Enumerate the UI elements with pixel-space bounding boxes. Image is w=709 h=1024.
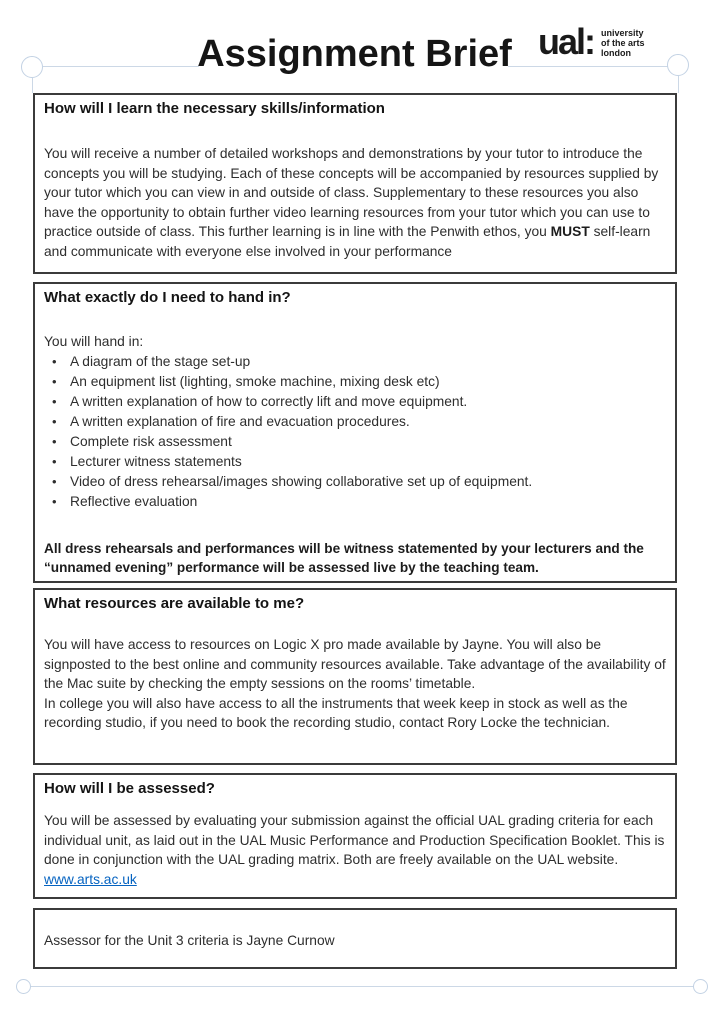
resources-paragraph-2: In college you will also have access to all the instruments that week keep in stock as well as the recording studio, if you need to book the recording studio, contact Rory Locke the technician. <box>44 695 628 730</box>
ual-logo-tagline-line2: of the arts <box>601 38 645 48</box>
learn-paragraph-pre: You will receive a number of detailed workshops and demonstrations by your tutor to introduce the concepts you will be studying. Each of these concepts will be accompanied by resources supplied by your tutor which you can view in and outside of class. Supplementary to these resources you also have the opportunity to obtain further video learning resources from your tutor which you can use to practice outside of class. This further learning is in line with the Penwith ethos, you <box>44 146 659 239</box>
decor-circle-bottom-right <box>693 979 708 994</box>
hand-in-intro: You will hand in: <box>44 334 144 349</box>
resources-paragraph <box>44 635 666 733</box>
arts-website-link[interactable]: www.arts.ac.uk <box>44 871 137 887</box>
section-heading-resources: What resources are available to me? <box>44 595 305 612</box>
section-heading-learn: How will I learn the necessary skills/information <box>44 100 385 117</box>
hand-in-bullet: • Complete risk assessment <box>48 432 666 452</box>
hand-in-bullet: • A written explanation of how to correctly lift and move equipment. <box>48 392 666 412</box>
ual-logo-tagline-line1: university <box>601 28 644 38</box>
section-resources <box>33 588 677 765</box>
hand-in-bullet: • Video of dress rehearsal/images showing collaborative set up of equipment. <box>48 472 666 492</box>
hand-in-bullet: • A diagram of the stage set-up <box>48 352 666 372</box>
hand-in-bullet: • Lecturer witness statements <box>48 452 666 472</box>
section-what-to-hand-in <box>33 282 677 583</box>
ual-logo <box>534 21 649 62</box>
learn-paragraph-post: self-learn and communicate with everyone else involved in your performance <box>44 224 651 259</box>
section-assessor <box>33 908 677 969</box>
section-how-will-i-learn <box>33 93 677 274</box>
ual-logo-tagline <box>601 28 645 58</box>
hand-in-bullet: • A written explanation of fire and evacuation procedures. <box>48 412 666 432</box>
section-heading-assessed: How will I be assessed? <box>44 780 215 797</box>
decor-circle-bottom-left <box>16 979 31 994</box>
decor-vline-top-left <box>32 78 33 93</box>
resources-paragraph-1: You will have access to resources on Logic X pro made available by Jayne. You will also be signposted to the best online and community resources available. Take advantage of the availability of the Mac suite by checking the empty sessions on the rooms’ timetable. <box>44 637 666 691</box>
decor-line-bottom <box>25 986 700 987</box>
assessed-paragraph <box>44 811 666 889</box>
assessor-note: Assessor for the Unit 3 criteria is Jayne Curnow <box>44 933 335 948</box>
ual-logo-wordmark: ual: <box>538 21 595 62</box>
hand-in-bullet: • An equipment list (lighting, smoke machine, mixing desk etc) <box>48 372 666 392</box>
hand-in-bullet-list <box>48 352 666 512</box>
section-how-assessed <box>33 773 677 899</box>
hand-in-assessment-note: All dress rehearsals and performances will be witness statemented by your lecturers and the “unnamed evening” performance will be assessed live by the teaching team. <box>44 540 644 575</box>
section-heading-hand-in: What exactly do I need to hand in? <box>44 289 291 306</box>
learn-paragraph-bold: MUST <box>550 224 590 239</box>
hand-in-bullet: • Reflective evaluation <box>48 492 666 512</box>
learn-paragraph <box>44 144 666 261</box>
decor-vline-top-right <box>678 76 679 93</box>
assessed-paragraph-text: You will be assessed by evaluating your submission against the official UAL grading criteria for each individual unit, as laid out in the UAL Music Performance and Production Specification Booklet. This is done in conjunction with the UAL grading matrix. Both are freely available on the UAL website. <box>44 813 665 867</box>
ual-logo-tagline-line3: london <box>601 48 632 58</box>
page-title: Assignment Brief <box>197 33 512 75</box>
